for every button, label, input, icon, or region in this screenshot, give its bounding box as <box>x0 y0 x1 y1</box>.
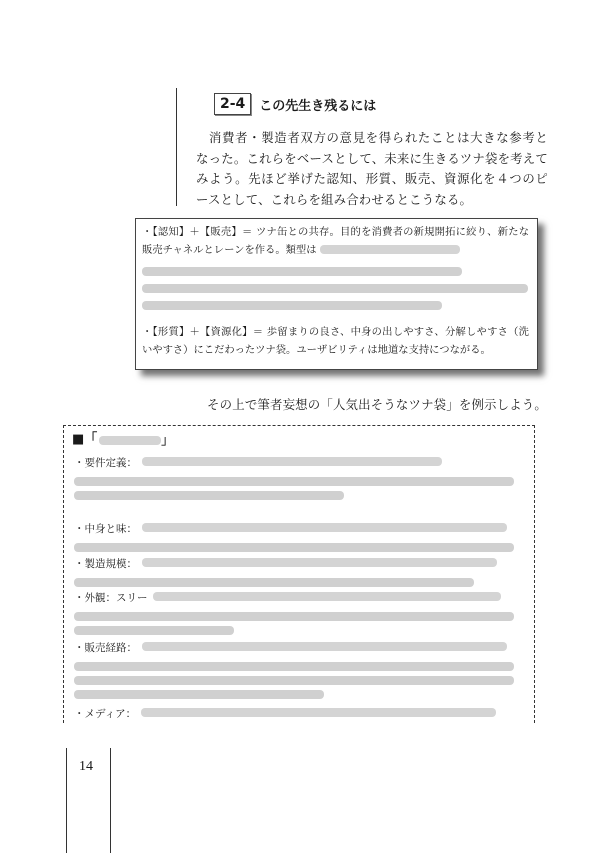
section-title: この先生き残るには <box>259 98 377 114</box>
redacted-title <box>99 436 161 445</box>
spec-label: ・販売経路： <box>74 642 137 654</box>
page-number: 14 <box>79 759 93 774</box>
redacted-line <box>74 662 514 671</box>
redacted-line <box>74 612 514 621</box>
spec-requirements <box>74 451 526 505</box>
combination-box <box>135 218 538 370</box>
spec-label: ・外観：スリー <box>74 592 148 604</box>
redacted-line <box>74 477 514 486</box>
footer-rule-right <box>110 748 111 853</box>
spec-media <box>74 702 526 723</box>
redacted-text <box>142 523 507 532</box>
combo-text: 歩留まりの良さ、中身の出しやすさ、分解しやすさ（洗いやすさ）にこだわったツナ袋。ユーザビリティは地道な支持につながる。 <box>142 326 529 356</box>
redacted-text <box>142 457 442 466</box>
spec-appearance <box>74 586 526 640</box>
example-box <box>63 425 535 723</box>
redacted-text <box>142 642 507 651</box>
section-number: 2-4 <box>214 93 251 115</box>
transition-sentence: その上で筆者妄想の「人気出そうなツナ袋」を例示しよう。 <box>207 397 547 412</box>
combo-text: ツナ缶との共存。目的を消費者の新規開拓に絞り、新たな販売チャネルとレーンを作る。類型は <box>142 226 530 256</box>
redacted-line <box>74 690 324 699</box>
redacted-text <box>141 708 496 717</box>
redacted-text <box>153 592 501 601</box>
redacted-line <box>74 491 344 500</box>
redacted-text <box>320 245 460 254</box>
example-title <box>72 430 526 450</box>
intro-paragraph: 消費者・製造者双方の意見を得られたことは大きな参考となった。これらをベースとして、未来に生きるツナ袋を考えてみよう。先ほど挙げた認知、形質、販売、資源化を４つのピースとして、これらを組み合わせるとこうなる。 <box>196 130 548 207</box>
spec-sales-channel <box>74 636 526 704</box>
spec-content-taste <box>74 517 526 557</box>
combo-label: ・【認知】＋【販売】＝ <box>142 226 253 238</box>
spec-label: ・要件定義： <box>74 457 137 469</box>
redacted-line <box>74 676 514 685</box>
redacted-line <box>142 301 442 310</box>
example-title-close: 」 <box>161 433 174 447</box>
redacted-line <box>142 284 528 293</box>
section-rule <box>176 88 177 206</box>
combo-entry-form-resource <box>142 324 529 359</box>
spec-label: ・中身と味： <box>74 523 137 535</box>
spec-label: ・製造規模： <box>74 558 137 570</box>
spec-label: ・メディア： <box>74 708 137 720</box>
redacted-text <box>142 558 497 567</box>
footer-rule-left <box>66 748 67 853</box>
redacted-line <box>74 626 234 635</box>
redacted-line <box>74 543 514 552</box>
redacted-line <box>142 267 462 276</box>
combo-entry-recognition-sales <box>142 224 529 259</box>
example-title-open: ■「 <box>72 432 98 447</box>
section-heading <box>214 92 376 116</box>
combo-label: ・【形質】＋【資源化】＝ <box>142 326 264 338</box>
